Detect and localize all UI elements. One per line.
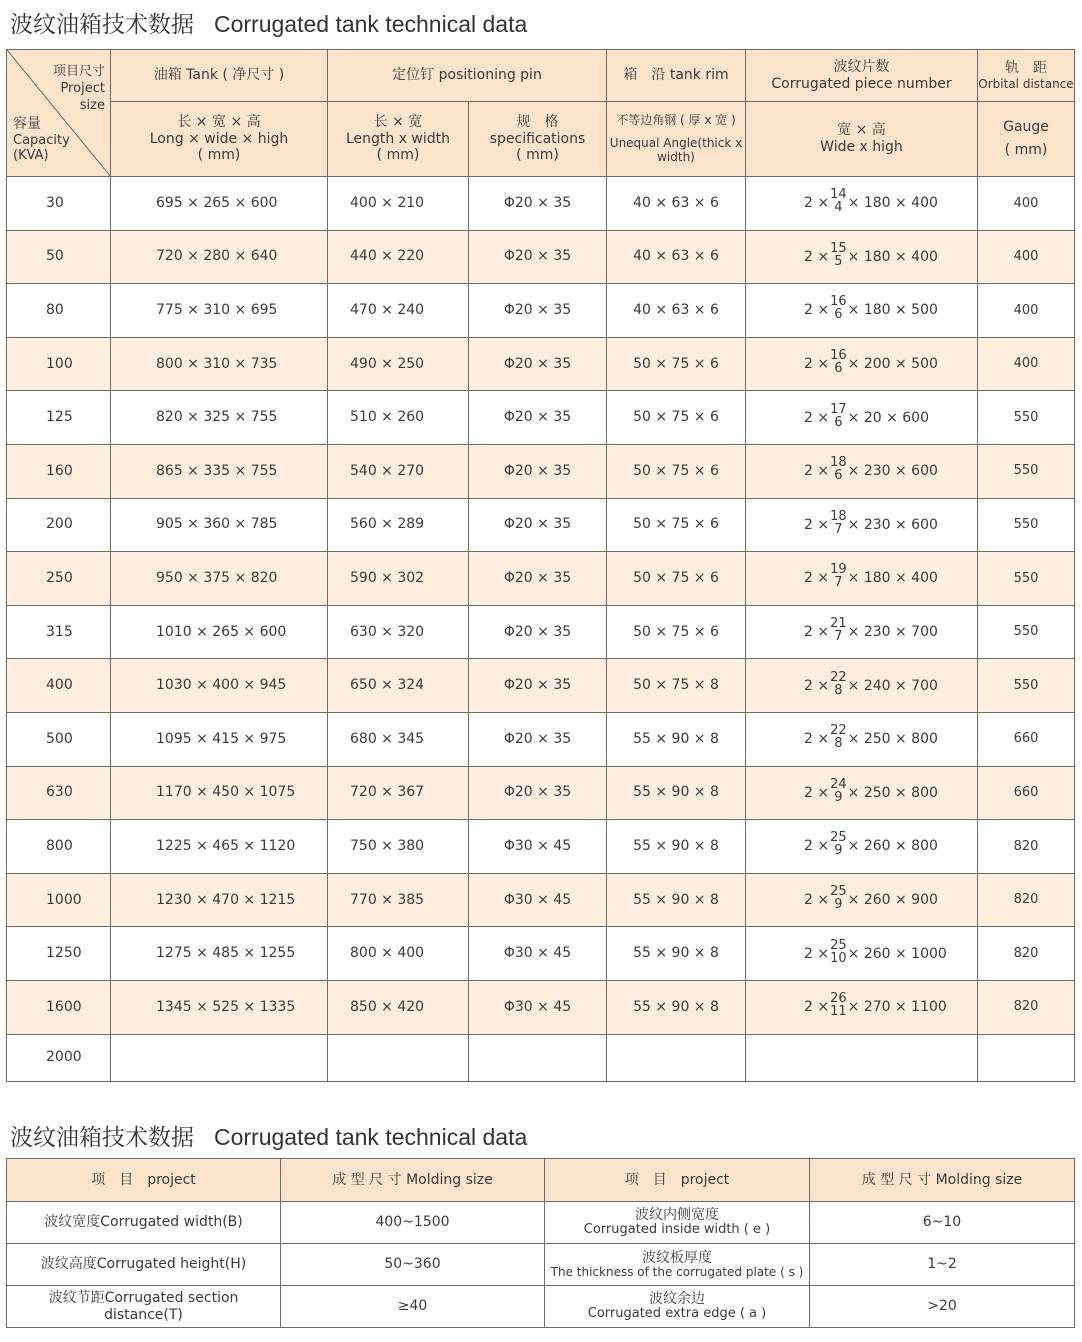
pin-spec-cell: Φ20 × 35 <box>469 498 607 552</box>
pin-spec-subheader <box>469 102 607 177</box>
right-item-label-en: The thickness of the corrugated plate ( s ) <box>550 1264 804 1279</box>
tank-sub-en: Long × wide × high <box>149 130 289 147</box>
pin-spec-cell: Φ20 × 35 <box>469 284 607 338</box>
fraction-top: 22 <box>830 669 847 685</box>
corrugated-piece-cell <box>746 552 978 606</box>
fraction-bottom: 7 <box>834 575 843 591</box>
pin-spec-cell: Φ20 × 35 <box>469 177 607 231</box>
rim-cell <box>607 1034 746 1081</box>
capacity-cell: 800 <box>7 820 111 874</box>
tank-size-cell: 1095 × 415 × 975 <box>111 712 328 766</box>
pin-spec-cell: Φ20 × 35 <box>469 391 607 445</box>
tank-size-cell: 1170 × 450 × 1075 <box>111 766 328 820</box>
pin-size-cell: 750 × 380 <box>328 820 469 874</box>
capacity-cell: 1250 <box>7 927 111 981</box>
rim-sub-en: Unequal Angle(thick x width) <box>609 135 743 165</box>
molding-table-header <box>7 1159 1075 1202</box>
corner-top-cn: 项目尺寸 <box>52 64 105 79</box>
corrugated-prefix: 2 × <box>804 570 830 587</box>
gauge-cell: 550 <box>978 659 1075 713</box>
pin-spec-cell: Φ20 × 35 <box>469 230 607 284</box>
pin-size-cell: 540 × 270 <box>328 444 469 498</box>
corrugated-prefix: 2 × <box>804 838 830 855</box>
corrugated-piece-cell <box>746 659 978 713</box>
pin-spec-cell: Φ30 × 45 <box>469 927 607 981</box>
right-item-label <box>545 1202 810 1244</box>
corrugated-fraction <box>830 778 847 804</box>
corrugated-fraction <box>830 510 847 536</box>
capacity-cell: 100 <box>7 337 111 391</box>
capacity-cell: 125 <box>7 391 111 445</box>
left-item-label: 波纹宽度Corrugated width(B) <box>7 1202 281 1244</box>
tank-size-cell: 800 × 310 × 735 <box>111 337 328 391</box>
gauge-cell: 550 <box>978 605 1075 659</box>
tank-size-cell: 1275 × 485 × 1255 <box>111 927 328 981</box>
corrugated-prefix: 2 × <box>804 409 830 426</box>
right-item-label-cn: 波纹余边 <box>649 1290 705 1307</box>
tank-size-cell: 820 × 325 × 755 <box>111 391 328 445</box>
pin-size-cell: 510 × 260 <box>328 391 469 445</box>
capacity-cell: 630 <box>7 766 111 820</box>
corrugated-fraction <box>830 724 847 750</box>
tank-data-table <box>6 49 1075 1082</box>
rim-cell: 50 × 75 × 6 <box>607 444 746 498</box>
table-row <box>7 712 1075 766</box>
pin-spec-cell: Φ20 × 35 <box>469 337 607 391</box>
tank-sub-unit: ( mm) <box>197 147 241 164</box>
gauge-subheader <box>978 102 1075 177</box>
gauge-cell: 550 <box>978 552 1075 606</box>
fraction-bottom: 4 <box>834 200 843 216</box>
fraction-bottom: 6 <box>834 361 843 377</box>
table-row <box>7 820 1075 874</box>
right-item-value: 1~2 <box>810 1244 1075 1286</box>
orbital-header-en: Orbital distance <box>978 76 1074 91</box>
gauge-cell: 820 <box>978 980 1075 1034</box>
corrugated-piece-cell <box>746 284 978 338</box>
fraction-top: 18 <box>830 455 847 471</box>
fraction-bottom: 9 <box>834 897 843 913</box>
corrugated-suffix: × 250 × 800 <box>847 731 938 748</box>
pin-spec-cell: Φ30 × 45 <box>469 980 607 1034</box>
gauge-sub-en: Gauge <box>1003 119 1049 136</box>
fraction-bottom: 9 <box>834 843 843 859</box>
right-item-label-cn: 波纹内侧宽度 <box>635 1206 719 1223</box>
pin-size-sub-cn: 长 × 宽 <box>373 113 423 130</box>
header-project-left: 项 目 project <box>7 1159 281 1202</box>
tank-size-cell <box>111 1034 328 1081</box>
corrugated-piece-cell <box>746 444 978 498</box>
gauge-cell: 820 <box>978 927 1075 981</box>
fraction-bottom: 10 <box>830 950 847 966</box>
fraction-top: 14 <box>830 187 847 203</box>
tank-size-cell: 1345 × 525 × 1335 <box>111 980 328 1034</box>
table-row <box>7 337 1075 391</box>
fraction-top: 15 <box>830 240 847 256</box>
tank-size-cell: 1010 × 265 × 600 <box>111 605 328 659</box>
fraction-top: 25 <box>830 884 847 900</box>
corrugated-suffix: × 270 × 1100 <box>847 999 947 1016</box>
corrugated-fraction <box>830 403 847 429</box>
gauge-cell: 400 <box>978 177 1075 231</box>
right-item-label <box>545 1244 810 1286</box>
pin-size-cell: 630 × 320 <box>328 605 469 659</box>
corrugated-prefix: 2 × <box>804 516 830 533</box>
pin-spec-cell: Φ30 × 45 <box>469 873 607 927</box>
molding-row <box>7 1244 1075 1286</box>
table-row <box>7 927 1075 981</box>
pin-size-cell: 470 × 240 <box>328 284 469 338</box>
left-item-value: 50~360 <box>281 1244 545 1286</box>
corrugated-piece-cell <box>746 820 978 874</box>
pin-size-cell: 800 × 400 <box>328 927 469 981</box>
corrugated-piece-cell <box>746 927 978 981</box>
right-item-label-en: Corrugated inside width ( e ) <box>583 1222 771 1238</box>
gauge-cell: 820 <box>978 820 1075 874</box>
corrugated-suffix: × 260 × 1000 <box>847 945 947 962</box>
corrugated-prefix: 2 × <box>804 302 830 319</box>
corrugated-sub-en: Wide x high <box>820 139 903 155</box>
capacity-cell: 160 <box>7 444 111 498</box>
gauge-cell: 550 <box>978 391 1075 445</box>
right-item-label-cn: 波纹板厚度 <box>642 1249 712 1266</box>
corrugated-suffix: × 180 × 400 <box>847 195 938 212</box>
fraction-top: 19 <box>830 562 847 578</box>
pin-spec-sub-en: specifications <box>489 130 586 147</box>
table-row <box>7 605 1075 659</box>
fraction-bottom: 7 <box>834 629 843 645</box>
pin-spec-sub-unit: ( mm) <box>516 147 559 164</box>
header-molding-left: 成 型 尺 寸 Molding size <box>281 1159 545 1202</box>
tank-size-cell: 950 × 375 × 820 <box>111 552 328 606</box>
gauge-cell: 400 <box>978 230 1075 284</box>
capacity-cell: 1000 <box>7 873 111 927</box>
rim-cell: 50 × 75 × 6 <box>607 337 746 391</box>
table-row <box>7 230 1075 284</box>
fraction-top: 22 <box>830 723 847 739</box>
rim-cell: 50 × 75 × 8 <box>607 659 746 713</box>
rim-cell: 40 × 63 × 6 <box>607 284 746 338</box>
tank-size-cell: 1225 × 465 × 1120 <box>111 820 328 874</box>
pin-size-cell: 400 × 210 <box>328 177 469 231</box>
corrugated-fraction <box>830 617 847 643</box>
corrugated-piece-cell <box>746 605 978 659</box>
corrugated-suffix: × 200 × 500 <box>847 356 938 373</box>
section-2-title-cn: 波纹油箱技术数据 <box>10 1125 194 1151</box>
corrugated-header-cn: 波纹片数 <box>833 58 890 75</box>
table-header <box>7 50 1075 177</box>
tank-sub-cn: 长 × 宽 × 高 <box>177 113 261 130</box>
header-molding-right: 成 型 尺 寸 Molding size <box>810 1159 1075 1202</box>
capacity-cell: 315 <box>7 605 111 659</box>
fraction-bottom: 9 <box>834 789 843 805</box>
fraction-bottom: 6 <box>834 468 843 484</box>
corrugated-prefix: 2 × <box>804 892 830 909</box>
pin-size-sub-unit: ( mm) <box>376 147 420 164</box>
capacity-cell: 80 <box>7 284 111 338</box>
table-row <box>7 766 1075 820</box>
corrugated-fraction <box>830 671 847 697</box>
corner-bottom-en: Capacity <box>13 132 70 148</box>
corner-header-cell <box>7 50 111 177</box>
corrugated-piece-cell <box>746 1034 978 1081</box>
corrugated-piece-cell <box>746 230 978 284</box>
pin-size-cell <box>328 1034 469 1081</box>
rim-cell: 50 × 75 × 6 <box>607 605 746 659</box>
gauge-cell: 400 <box>978 337 1075 391</box>
table-row <box>7 659 1075 713</box>
corrugated-fraction <box>830 939 847 965</box>
fraction-top: 24 <box>830 776 847 792</box>
fraction-bottom: 8 <box>834 682 843 698</box>
fraction-top: 25 <box>830 830 847 846</box>
capacity-cell: 50 <box>7 230 111 284</box>
fraction-bottom: 5 <box>834 253 843 269</box>
table-row <box>7 873 1075 927</box>
table-row <box>7 980 1075 1034</box>
corrugated-fraction <box>830 295 847 321</box>
gauge-sub-unit: ( mm) <box>1004 142 1048 158</box>
fraction-top: 21 <box>830 616 847 632</box>
rim-cell: 55 × 90 × 8 <box>607 766 746 820</box>
table-row <box>7 498 1075 552</box>
corrugated-prefix: 2 × <box>804 677 830 694</box>
right-item-value: 6~10 <box>810 1202 1075 1244</box>
left-item-value: ≥40 <box>281 1286 545 1328</box>
section-2-title <box>10 1119 527 1152</box>
rim-group-header: 箱 沿 tank rim <box>607 50 746 102</box>
corrugated-suffix: × 250 × 800 <box>847 784 938 801</box>
corrugated-prefix: 2 × <box>804 731 830 748</box>
pin-size-cell: 590 × 302 <box>328 552 469 606</box>
molding-size-table <box>6 1158 1075 1328</box>
corrugated-suffix: × 230 × 700 <box>847 624 938 641</box>
capacity-cell: 30 <box>7 177 111 231</box>
rim-cell: 40 × 63 × 6 <box>607 230 746 284</box>
pin-spec-sub-cn: 规 格 <box>516 113 559 130</box>
corrugated-sub-cn: 宽 × 高 <box>837 122 886 139</box>
right-item-label <box>545 1286 810 1328</box>
corrugated-suffix: × 180 × 500 <box>847 302 938 319</box>
rim-cell: 55 × 90 × 8 <box>607 927 746 981</box>
corner-project-size-label <box>53 64 105 115</box>
fraction-top: 17 <box>830 401 847 417</box>
corrugated-group-header <box>746 50 978 102</box>
tank-size-subheader <box>111 102 328 177</box>
pin-size-subheader <box>328 102 469 177</box>
rim-cell: 50 × 75 × 6 <box>607 391 746 445</box>
section-1-title-cn: 波纹油箱技术数据 <box>10 12 194 38</box>
corrugated-piece-cell <box>746 337 978 391</box>
corner-top-en2: size <box>79 97 105 113</box>
fraction-bottom: 8 <box>834 736 843 752</box>
tank-size-cell: 865 × 335 × 755 <box>111 444 328 498</box>
corrugated-piece-cell <box>746 712 978 766</box>
section-1-title <box>10 6 527 39</box>
corrugated-piece-cell <box>746 980 978 1034</box>
corrugated-fraction <box>830 242 847 268</box>
rim-cell: 55 × 90 × 8 <box>607 712 746 766</box>
pin-spec-cell: Φ20 × 35 <box>469 766 607 820</box>
gauge-cell <box>978 1034 1075 1081</box>
gauge-cell: 820 <box>978 873 1075 927</box>
rim-cell: 55 × 90 × 8 <box>607 820 746 874</box>
pin-size-cell: 720 × 367 <box>328 766 469 820</box>
molding-row <box>7 1202 1075 1244</box>
corrugated-prefix: 2 × <box>804 999 830 1016</box>
corrugated-piece-cell <box>746 873 978 927</box>
left-item-label: 波纹节距Corrugated section distance(T) <box>7 1286 281 1328</box>
corrugated-prefix: 2 × <box>804 248 830 265</box>
tank-size-cell: 775 × 310 × 695 <box>111 284 328 338</box>
corner-capacity-label <box>13 116 70 164</box>
corrugated-fraction <box>830 456 847 482</box>
gauge-cell: 660 <box>978 766 1075 820</box>
corrugated-header-en: Corrugated piece number <box>771 75 952 92</box>
pin-size-sub-en: Length x width <box>345 130 451 147</box>
rim-subheader <box>607 102 746 177</box>
fraction-bottom: 11 <box>830 1004 847 1020</box>
orbital-header-cn: 轨 距 <box>1005 59 1047 76</box>
fraction-top: 18 <box>830 508 847 524</box>
rim-cell: 40 × 63 × 6 <box>607 177 746 231</box>
tank-group-header: 油箱 Tank ( 净尺寸 ) <box>111 50 328 102</box>
capacity-cell: 1600 <box>7 980 111 1034</box>
rim-cell: 55 × 90 × 8 <box>607 873 746 927</box>
molding-row <box>7 1286 1075 1328</box>
pin-spec-cell: Φ20 × 35 <box>469 444 607 498</box>
tank-size-cell: 1030 × 400 × 945 <box>111 659 328 713</box>
table-row <box>7 552 1075 606</box>
corrugated-prefix: 2 × <box>804 463 830 480</box>
right-item-value: >20 <box>810 1286 1075 1328</box>
pin-spec-cell: Φ30 × 45 <box>469 820 607 874</box>
gauge-cell: 400 <box>978 284 1075 338</box>
fraction-bottom: 6 <box>834 414 843 430</box>
table-row <box>7 391 1075 445</box>
corner-top-en1: Project <box>60 80 105 96</box>
corrugated-suffix: × 260 × 800 <box>847 838 938 855</box>
corrugated-prefix: 2 × <box>804 195 830 212</box>
corrugated-prefix: 2 × <box>804 945 830 962</box>
table-row <box>7 284 1075 338</box>
fraction-top: 25 <box>830 937 847 953</box>
header-project-right: 项 目 project <box>545 1159 810 1202</box>
pin-size-cell: 850 × 420 <box>328 980 469 1034</box>
gauge-cell: 550 <box>978 444 1075 498</box>
pin-spec-cell: Φ20 × 35 <box>469 605 607 659</box>
corrugated-fraction <box>830 563 847 589</box>
pin-group-header: 定位钉 positioning pin <box>328 50 607 102</box>
corrugated-prefix: 2 × <box>804 624 830 641</box>
corrugated-piece-cell <box>746 177 978 231</box>
right-item-label-en: Corrugated extra edge ( a ) <box>587 1306 767 1322</box>
pin-spec-cell: Φ20 × 35 <box>469 659 607 713</box>
fraction-bottom: 7 <box>834 521 843 537</box>
corrugated-piece-cell <box>746 498 978 552</box>
section-2-title-en: Corrugated tank technical data <box>214 1124 528 1150</box>
left-item-value: 400~1500 <box>281 1202 545 1244</box>
pin-spec-cell <box>469 1034 607 1081</box>
corrugated-prefix: 2 × <box>804 356 830 373</box>
corrugated-subheader <box>746 102 978 177</box>
table-row <box>7 444 1075 498</box>
fraction-top: 16 <box>830 294 847 310</box>
corrugated-suffix: × 20 × 600 <box>847 409 929 426</box>
pin-size-cell: 560 × 289 <box>328 498 469 552</box>
corrugated-suffix: × 230 × 600 <box>847 516 938 533</box>
capacity-cell: 2000 <box>7 1034 111 1081</box>
table-body <box>7 177 1075 1082</box>
corrugated-fraction <box>830 831 847 857</box>
pin-size-cell: 650 × 324 <box>328 659 469 713</box>
tank-size-cell: 695 × 265 × 600 <box>111 177 328 231</box>
corner-bottom-unit: (KVA) <box>13 148 49 164</box>
corner-bottom-cn: 容量 <box>13 116 41 133</box>
tank-size-cell: 1230 × 470 × 1215 <box>111 873 328 927</box>
corrugated-fraction <box>830 992 847 1018</box>
left-item-label: 波纹高度Corrugated height(H) <box>7 1244 281 1286</box>
section-1-title-en: Corrugated tank technical data <box>214 11 528 37</box>
capacity-cell: 200 <box>7 498 111 552</box>
rim-sub-cn: 不等边角钢 ( 厚 x 宽 ) <box>616 113 736 128</box>
rim-cell: 50 × 75 × 6 <box>607 498 746 552</box>
rim-cell: 55 × 90 × 8 <box>607 980 746 1034</box>
corrugated-prefix: 2 × <box>804 784 830 801</box>
corrugated-suffix: × 180 × 400 <box>847 248 938 265</box>
capacity-cell: 400 <box>7 659 111 713</box>
tank-size-cell: 720 × 280 × 640 <box>111 230 328 284</box>
pin-spec-cell: Φ20 × 35 <box>469 712 607 766</box>
corrugated-piece-cell <box>746 766 978 820</box>
corrugated-suffix: × 180 × 400 <box>847 570 938 587</box>
pin-size-cell: 680 × 345 <box>328 712 469 766</box>
corrugated-suffix: × 240 × 700 <box>847 677 938 694</box>
molding-table-body <box>7 1202 1075 1328</box>
corrugated-fraction <box>830 188 847 214</box>
fraction-bottom: 6 <box>834 307 843 323</box>
corrugated-fraction <box>830 349 847 375</box>
pin-size-cell: 440 × 220 <box>328 230 469 284</box>
corrugated-suffix: × 260 × 900 <box>847 892 938 909</box>
fraction-top: 26 <box>830 991 847 1007</box>
capacity-cell: 250 <box>7 552 111 606</box>
gauge-cell: 660 <box>978 712 1075 766</box>
table-row <box>7 177 1075 231</box>
corrugated-piece-cell <box>746 391 978 445</box>
rim-cell: 50 × 75 × 6 <box>607 552 746 606</box>
capacity-cell: 500 <box>7 712 111 766</box>
orbital-group-header <box>978 50 1075 102</box>
fraction-top: 16 <box>830 348 847 364</box>
pin-spec-cell: Φ20 × 35 <box>469 552 607 606</box>
gauge-cell: 550 <box>978 498 1075 552</box>
pin-size-cell: 490 × 250 <box>328 337 469 391</box>
corrugated-fraction <box>830 885 847 911</box>
tank-size-cell: 905 × 360 × 785 <box>111 498 328 552</box>
table-row <box>7 1034 1075 1081</box>
pin-size-cell: 770 × 385 <box>328 873 469 927</box>
corrugated-suffix: × 230 × 600 <box>847 463 938 480</box>
